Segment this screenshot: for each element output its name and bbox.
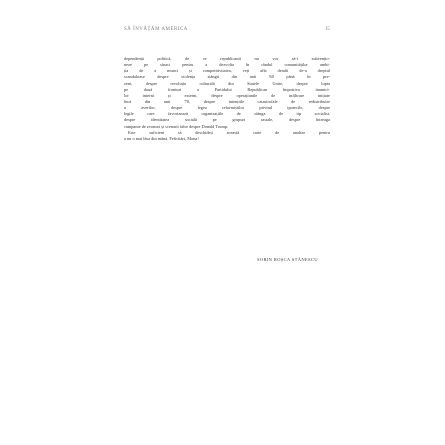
page-number: 15 — [325, 27, 330, 32]
text-line: despre identitatea socială pe grupuri rasiale, despre întreaga — [124, 117, 330, 123]
text-line: dependență politică, de ce republicanii nu vor să-i subvențio- — [124, 56, 330, 61]
body-text — [124, 56, 330, 142]
text-line: lor interni și externi, despre operațiunile de infiltrare inițiate — [124, 92, 330, 98]
text-line: pe două fronturi a Partidului Republican împotriva inamici- — [124, 86, 330, 92]
text-line: încă din anii '70, despre intențiile catastrofale de redistribuire — [124, 98, 330, 104]
text-line: neze pe săraci pentru a dezvolta în rândul comunităților ambi- — [124, 62, 330, 68]
text-line: zent, despre revoluția culturală din Statele Unite, despre lupta — [124, 80, 330, 86]
text-line: campanie de zvonuri și scenarii false despre Donald Trump. — [124, 123, 229, 129]
text-line: scandaloase despre violența stângii din anii '60 până în pre- — [124, 74, 330, 80]
text-line: Este suficient să deschideți această carte de analize pentru — [128, 129, 330, 135]
text-line: ția de a munci și competitivitatea, veți afla detalii de-a dreptul — [124, 68, 330, 74]
text-line: legile care favorizează organizațiile de stânga de tip socialist, — [124, 111, 330, 117]
running-title: SĂ ÎNVĂȚĂM AMERICA — [124, 27, 188, 32]
author-signature: SORIN ROȘCA STĂNESCU — [257, 257, 318, 262]
text-line: a averilor, despre legea reformiștilor privind ipotecile, despre — [124, 105, 330, 111]
text-line: a nu o mai lăsa din mână. Felicitări, Mona! — [124, 135, 199, 141]
